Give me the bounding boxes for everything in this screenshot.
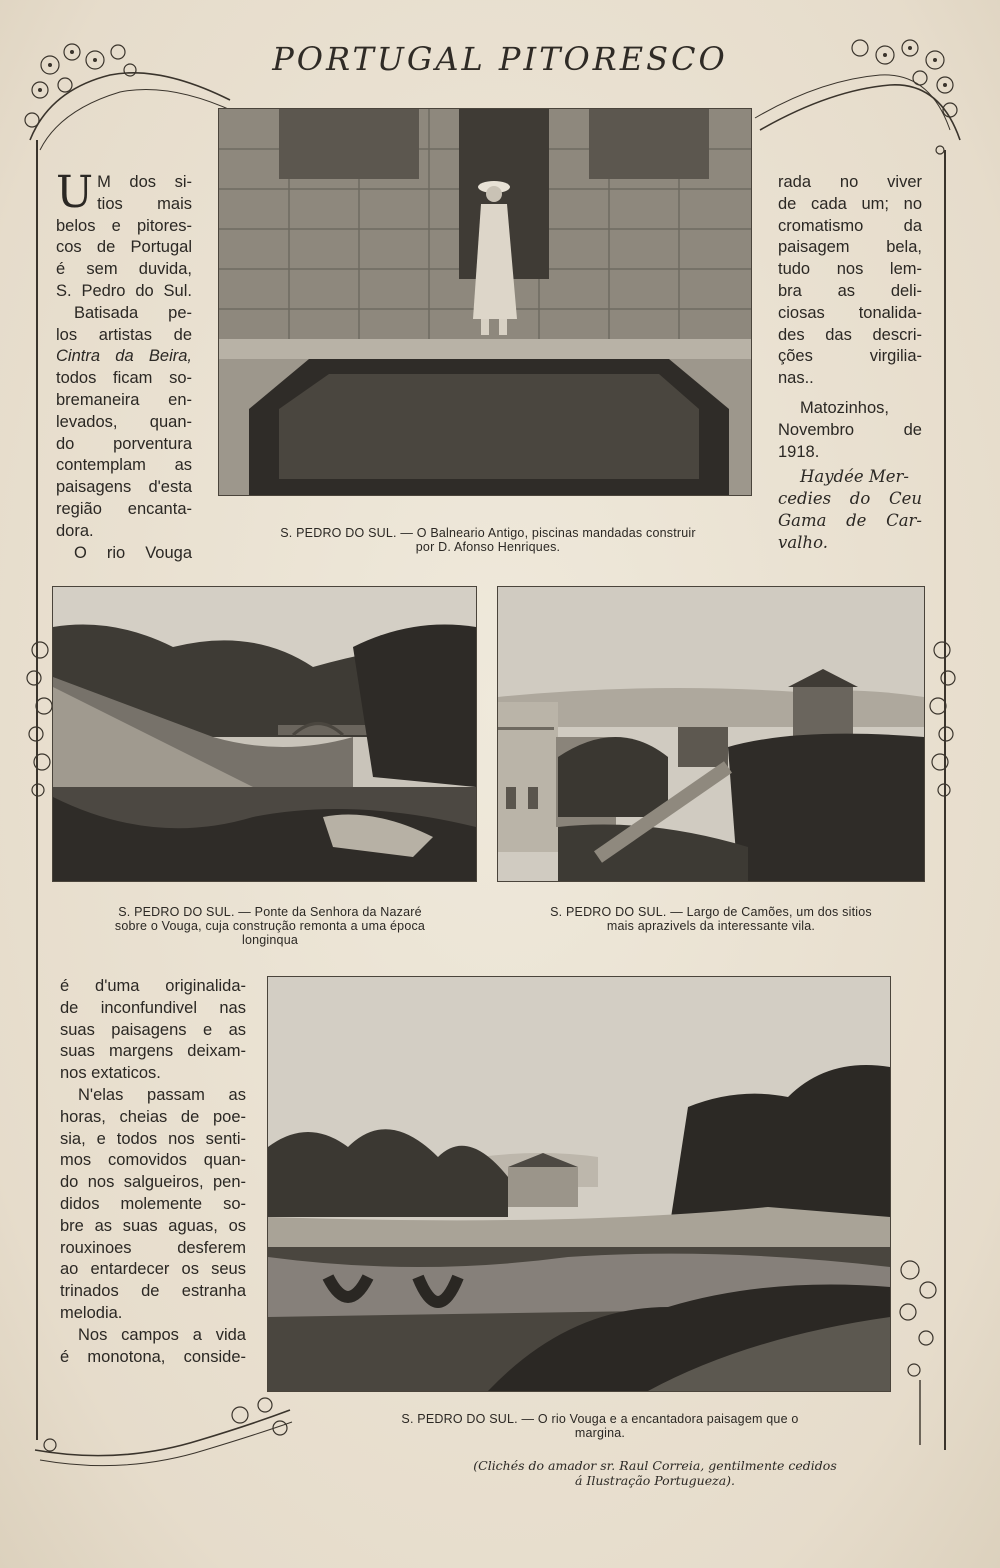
caption-line: margina. xyxy=(574,1426,626,1440)
text-line: M dos si- xyxy=(97,173,192,191)
text-line: contemplam as xyxy=(56,456,192,475)
caption-line: S. PEDRO DO SUL. — O Balneario Antigo, piscinas mandadas construir xyxy=(280,526,696,540)
text-line: Batisada pe- xyxy=(74,303,192,322)
photo-rio-vouga xyxy=(267,976,891,1392)
article-column-left-bottom xyxy=(60,976,246,1368)
credit-line: (Clichés do amador sr. Raul Correia, gentilmente cedidos xyxy=(473,1458,837,1473)
text-line: ções virgilia- xyxy=(778,347,922,366)
photo-credit xyxy=(420,1458,890,1488)
text-line: Cintra da Beira, xyxy=(56,347,192,366)
text-line: des das descri- xyxy=(778,325,922,344)
author-signature: valho. xyxy=(778,532,828,552)
text-line: rouxinoes desferem xyxy=(60,1238,246,1257)
caption-line: S. PEDRO DO SUL. — Largo de Camões, um dos sitios xyxy=(550,905,872,919)
text-line: paisagem bela, xyxy=(778,238,922,257)
caption-largo xyxy=(497,905,925,933)
dropcap-letter: U xyxy=(56,167,94,218)
caption-rio xyxy=(300,1412,900,1440)
text-line: N'elas passam as xyxy=(78,1085,246,1104)
author-signature: Haydée Mer- xyxy=(800,467,910,487)
photo-ponte-senhora-nazare xyxy=(52,586,477,882)
text-line: bra as deli- xyxy=(778,281,922,300)
bottom-left-floral-ornament xyxy=(30,1390,300,1470)
photo-balneario-antigo xyxy=(218,108,752,496)
top-left-floral-ornament xyxy=(10,30,240,190)
text-line: paisagens d'esta xyxy=(56,478,192,497)
author-signature: cedies do Ceu xyxy=(778,489,922,509)
text-line: ciosas tonalida- xyxy=(778,303,922,322)
author-signature: Gama de Car- xyxy=(778,510,922,530)
text-line: levados, quan- xyxy=(56,412,192,431)
text-line: nos extaticos. xyxy=(60,1064,161,1083)
text-line: bremaneira en- xyxy=(56,390,192,409)
text-line: belos e pitores- xyxy=(56,216,192,235)
text-line: S. Pedro do Sul. xyxy=(56,281,192,300)
text-line: horas, cheias de poe- xyxy=(60,1107,246,1126)
text-line: é sem duvida, xyxy=(56,260,192,279)
credit-line: á Ilustração Portugueza). xyxy=(574,1473,736,1488)
caption-line: S. PEDRO DO SUL. — Ponte da Senhora da Nazaré xyxy=(118,905,422,919)
dateline-month: Novembro de xyxy=(778,420,922,439)
text-line: didos molemente so- xyxy=(60,1194,246,1213)
text-line: de inconfundivel nas xyxy=(60,998,246,1017)
article-column-right-top xyxy=(778,172,922,554)
text-line: cromatismo da xyxy=(778,216,922,235)
text-line: de cada um; no xyxy=(778,194,922,213)
article-column-left-top xyxy=(56,167,192,564)
text-line: suas paisagens e as xyxy=(60,1020,246,1039)
text-line: região encanta- xyxy=(56,499,192,518)
caption-line: longinqua xyxy=(241,933,299,947)
text-line: Nos campos a vida xyxy=(78,1325,246,1344)
caption-ponte xyxy=(48,905,492,947)
page-title: PORTUGAL PITORESCO xyxy=(272,40,728,78)
text-line: tios mais xyxy=(97,194,192,213)
dateline-place: Matozinhos, xyxy=(800,398,889,417)
caption-line: por D. Afonso Henriques. xyxy=(415,540,561,554)
text-line: bre as suas aguas, os xyxy=(60,1216,246,1235)
text-line: é d'uma originalida- xyxy=(60,977,246,995)
caption-line: S. PEDRO DO SUL. — O rio Vouga e a encantadora paisagem que o xyxy=(401,1412,799,1426)
text-line: suas margens deixam- xyxy=(60,1042,246,1061)
photo-largo-camoes xyxy=(497,586,925,882)
text-line: melodia. xyxy=(60,1303,123,1322)
caption-line: mais aprazivels da interessante vila. xyxy=(606,919,816,933)
text-line: tudo nos lem- xyxy=(778,260,922,279)
text-line: rada no viver xyxy=(778,173,922,191)
text-line: sia, e todos nos senti- xyxy=(60,1129,246,1148)
text-line: dora. xyxy=(56,521,94,540)
text-line: nas.. xyxy=(778,369,814,388)
text-line: trinados de estranha xyxy=(60,1282,246,1301)
text-line: O rio Vouga xyxy=(74,543,192,562)
text-line: los artistas de xyxy=(56,325,192,344)
text-line: do porventura xyxy=(56,434,192,453)
text-line: cos de Portugal xyxy=(56,238,192,257)
text-line: do nos salgueiros, pen- xyxy=(60,1173,246,1192)
text-line: todos ficam so- xyxy=(56,369,192,388)
caption-balneario xyxy=(218,526,758,554)
text-line: mos comovidos quan- xyxy=(60,1151,246,1170)
text-line: é monotona, conside- xyxy=(60,1347,246,1366)
caption-line: sobre o Vouga, cuja construção remonta a uma época xyxy=(114,919,426,933)
right-side-floral-ornament xyxy=(922,630,962,830)
top-right-floral-ornament xyxy=(750,30,980,190)
dateline-year: 1918. xyxy=(778,442,820,461)
text-line: ao entardecer os seus xyxy=(60,1260,246,1279)
